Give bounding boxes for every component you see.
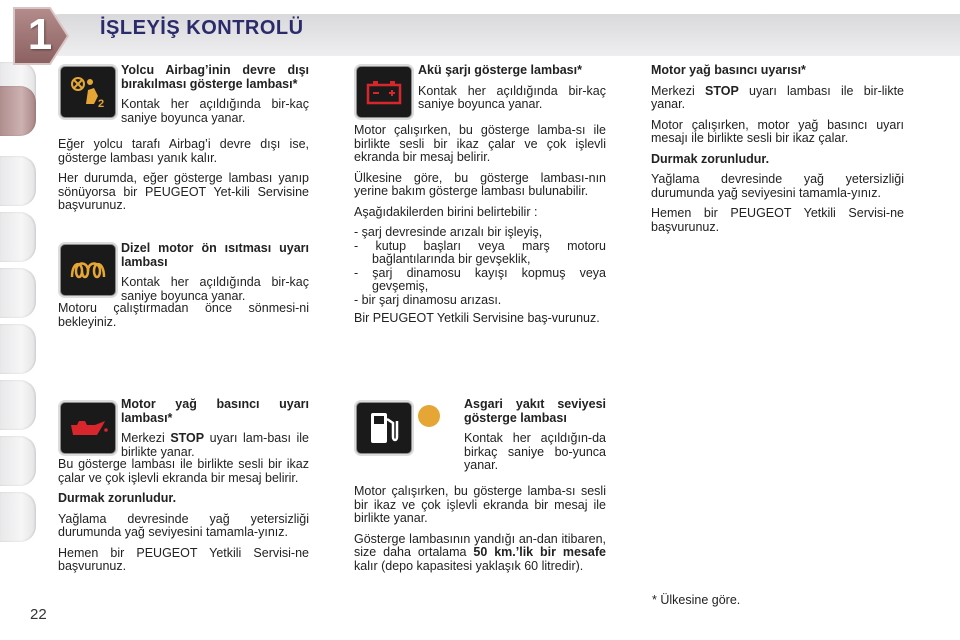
oil-p4: Hemen bir PEUGEOT Yetkili Servisi-ne başvurunuz. <box>58 545 309 573</box>
fuel-p2-bold: 50 km.’lik bir mesafe <box>473 545 607 559</box>
oil-p2: Durmak zorunludur. <box>58 491 177 505</box>
battery-lamp-tile <box>356 66 412 118</box>
diesel-title: Dizel motor ön ısıtması uyarı lambası <box>121 241 309 269</box>
battery-intro <box>418 64 606 119</box>
fuel-intro <box>464 398 606 480</box>
airbag-intro <box>121 64 309 132</box>
battery-intro-text: Kontak her açıldığında bir-kaç saniye boyunca yanar. <box>418 83 606 111</box>
fuel-body <box>354 485 606 580</box>
chapter-badge <box>4 6 70 66</box>
oil-pressure-p3: Durmak zorunludur. <box>651 151 770 166</box>
oil-intro-a: Merkezi <box>121 431 171 445</box>
section-tab[interactable] <box>0 492 36 542</box>
oil-title: Motor yağ basıncı uyarı lambası* <box>121 397 309 425</box>
section-tab-strip <box>0 62 38 582</box>
oil-intro-text <box>121 432 309 459</box>
oil-pressure-p1-b: uyarı lambası ile bir-likte yanar. <box>651 83 904 111</box>
oil-p3: Yağlama devresinde yağ yetersizliği durumunda yağ seviyesini tamamla-yınız. <box>58 511 309 539</box>
battery-p1: Motor çalışırken, bu gösterge lamba-sı ile birlikte sesli bir ikaz çalar ve çok işlevli ekranda bir mesaj belirir. <box>354 123 606 164</box>
list-item: - şarj devresinde arızalı bir işleyiş, <box>354 225 543 239</box>
oil-p1: Bu gösterge lambası ile birlikte sesli bir ikaz çalar ve çok işlevli ekranda bir mesaj belirir. <box>58 457 309 485</box>
diesel-p1: Motoru çalıştırmadan önce sönmesi-ni bekleyiniz. <box>58 301 309 329</box>
diesel-body <box>58 302 309 336</box>
glow-plug-icon <box>68 255 108 285</box>
airbag-p1: Eğer yolcu tarafı Airbag’i devre dışı ise, gösterge lambası yanık kalır. <box>58 137 309 165</box>
section-tab[interactable] <box>0 212 36 262</box>
battery-body <box>354 124 606 333</box>
battery-title: Akü şarjı gösterge lambası* <box>418 63 582 77</box>
fuel-p2-a: Gösterge lambasının yandığı an-dan itibaren, size daha ortalama <box>354 531 606 559</box>
fuel-lamp-tile <box>356 402 412 454</box>
oil-intro <box>121 398 309 466</box>
oil-pressure-p4: Yağlama devresinde yağ yetersizliği durumunda yağ seviyesini tamamla-yınız. <box>651 172 904 200</box>
oil-intro-stop: STOP <box>170 431 205 445</box>
list-item: - kutup başları veya marş motoru bağlantılarında bir gevşeklik, <box>354 238 606 266</box>
fuel-p2 <box>354 533 606 574</box>
airbag-body <box>58 138 309 220</box>
fuel-intro-text: Kontak her açıldığın-da birkaç saniye bo-yunca yanar. <box>464 431 606 472</box>
battery-p2: Ülkesine göre, bu gösterge lambası-nın yerine bakım gösterge lambası bulunabilir. <box>354 170 606 198</box>
oil-pressure-p1-a: Merkezi <box>651 83 705 98</box>
list-item: - bir şarj dinamosu arızası. <box>354 292 502 307</box>
airbag-lamp-tile <box>60 66 116 118</box>
chapter-number: 1 <box>27 10 53 59</box>
battery-cause-list <box>354 226 606 307</box>
oil-pressure-p2: Motor çalışırken, motor yağ basıncı uyarı mesajı ile birlikte sesli bir ikaz çalar. <box>651 117 904 145</box>
page-number: 22 <box>30 606 47 623</box>
oil-intro-b: uyarı lam-bası ile birlikte yanar. <box>121 431 309 459</box>
airbag-p2: Her durumda, eğer gösterge lambası yanıp sönüyorsa bir PEUGEOT Yet-kili Servisine başvurunuz. <box>58 171 309 212</box>
airbag-intro-text: Kontak her açıldığında bir-kaç saniye boyunca yanar. <box>121 97 309 125</box>
oil-pressure-title: Motor yağ basıncı uyarısı* <box>651 63 806 77</box>
section-tab[interactable] <box>0 324 36 374</box>
oil-lamp-tile <box>60 402 116 454</box>
oil-pressure-stop: STOP <box>704 83 739 98</box>
section-tab[interactable] <box>0 380 36 430</box>
battery-icon <box>365 78 403 106</box>
diesel-lamp-tile <box>60 244 116 296</box>
oil-can-icon <box>67 415 109 441</box>
page-title: İŞLEYİŞ KONTROLÜ <box>100 17 304 39</box>
oil-body <box>58 458 309 581</box>
battery-p4: Bir PEUGEOT Yetkili Servisine baş-vurunuz. <box>354 311 600 325</box>
fuel-p1: Motor çalışırken, bu gösterge lamba-sı sesli bir ikaz ve çok işlevli ekranda bir mesaj ile birlikte yanar. <box>354 484 606 525</box>
diesel-intro-text: Kontak her açıldığında bir-kaç saniye boyunca yanar. <box>121 275 309 303</box>
list-item: - şarj dinamosu kayışı kopmuş veya gevşemiş, <box>354 265 606 293</box>
fuel-pump-icon <box>367 409 401 447</box>
battery-p3: Aşağıdakilerden birini belirtebilir : <box>354 204 538 219</box>
fuel-p2-b: kalır (depo kapasitesi yaklaşık 60 litredir). <box>354 558 584 573</box>
section-tab[interactable] <box>0 156 36 206</box>
section-tab[interactable] <box>0 268 36 318</box>
airbag-title: Yolcu Airbag’inin devre dışı bırakılması gösterge lambası* <box>121 63 309 91</box>
oil-pressure-section <box>651 64 904 241</box>
oil-pressure-p5: Hemen bir PEUGEOT Yetkili Servisi-ne başvurunuz. <box>651 206 904 234</box>
fuel-title: Asgari yakıt seviyesi gösterge lambası <box>464 397 606 425</box>
section-tab[interactable] <box>0 436 36 486</box>
oil-pressure-p1 <box>651 85 904 112</box>
amber-dot-icon <box>418 405 440 427</box>
svg-text:2: 2 <box>98 98 105 110</box>
footnote: * Ülkesine göre. <box>652 593 741 607</box>
diesel-intro <box>121 242 309 310</box>
airbag-off-icon <box>68 74 108 110</box>
section-tab-active[interactable] <box>0 86 36 136</box>
